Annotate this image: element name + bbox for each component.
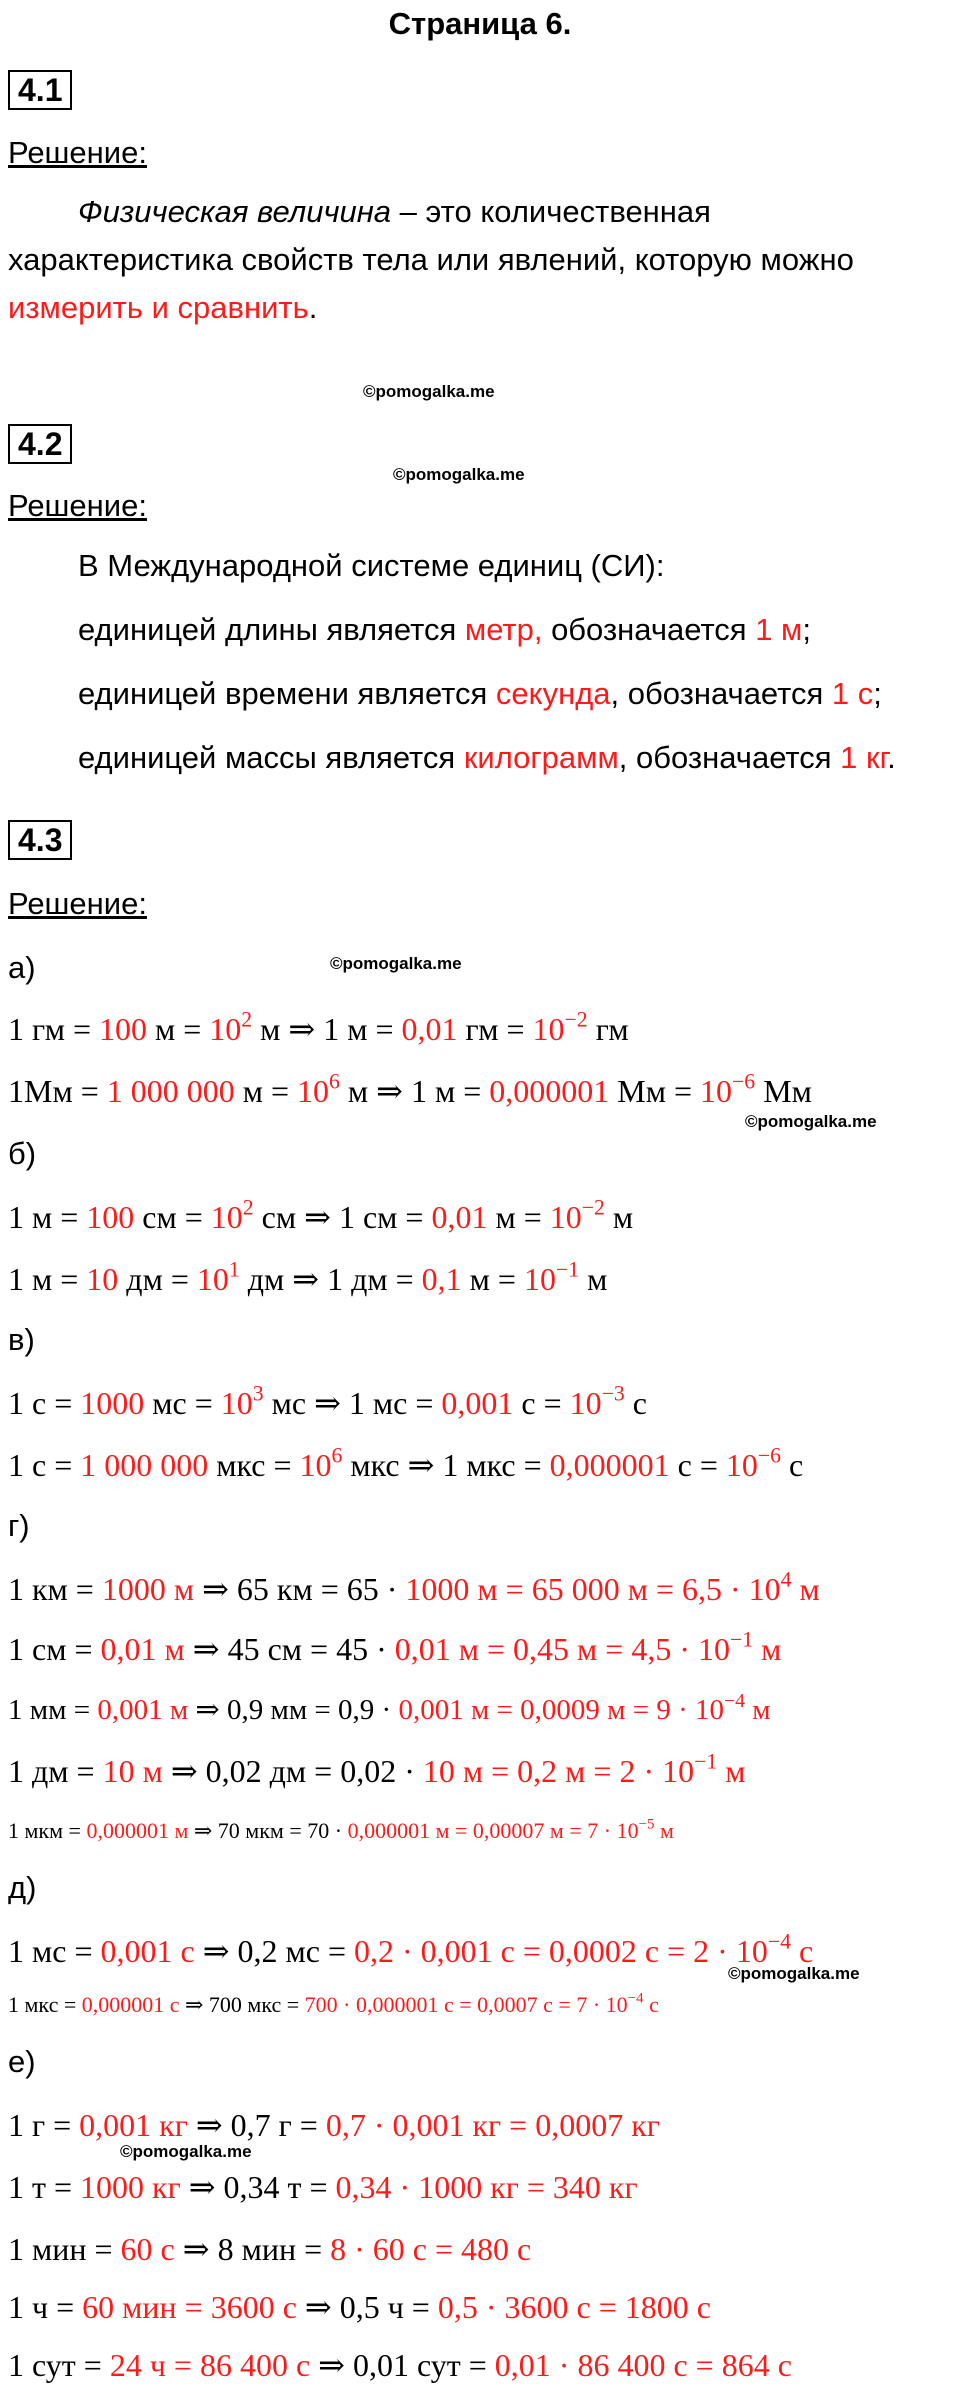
watermark: ©pomogalka.me: [393, 465, 525, 484]
equation-g-4: 1 дм = 10 м ⇒ 0,02 дм = 0,02 · 10 м = 0,2 $м = 2 \cdot 10^{-1}$ м: [8, 1749, 746, 1789]
part-label-d: д): [8, 1870, 37, 1905]
definition-term: Физическая величина: [78, 194, 392, 229]
si-row-length: единицей длины является метр, обозначается 1 м;: [78, 612, 811, 647]
equation-d-2: 1 мкс = 0,000001 с ⇒ 700 мкс = 700 · 0,000001 с = 0,0007 $с = 7 \cdot 10^{-4}$ с: [8, 1990, 659, 2017]
watermark: ©pomogalka.me: [120, 2142, 252, 2161]
si-row-time: единицей времени является секунда, обозначается 1 с;: [78, 676, 882, 711]
equation-v-2: 1 с = 1 000 000 мкс = $10^6$ мкс ⇒ 1 мкс = 0,000001 $с = 10^{-6}$ с: [8, 1443, 804, 1483]
solution-label-4-1: Решение:: [8, 135, 147, 170]
part-label-v: в): [8, 1322, 35, 1357]
equation-g-3: 1 мм = 0,001 м ⇒ 0,9 мм = 0,9 · 0,001 м = 0,0009 $м = 9 \cdot 10^{-4}$ м: [8, 1689, 771, 1726]
equation-e-1: 1 г = 0,001 кг ⇒ 0,7 г = 0,7 · 0,001 кг = 0,0007 кг: [8, 2107, 660, 2143]
part-label-e: е): [8, 2044, 36, 2079]
equation-e-3: 1 мин = 60 с ⇒ 8 мин = 8 · 60 с = 480 с: [8, 2231, 532, 2267]
definition-line-2: характеристика свойств тела или явлений, которую можно: [8, 242, 854, 277]
watermark: ©pomogalka.me: [728, 1964, 860, 1983]
task-number-4-3: 4.3: [8, 820, 72, 860]
equation-e-4: 1 ч = 60 мин = 3600 с ⇒ 0,5 ч = 0,5 · 3600 с = 1800 с: [8, 2289, 711, 2325]
equation-b-2: 1 м = 10 дм = $10^1$ дм ⇒ 1 дм = 0,1 $м = 10^{-1}$ м: [8, 1257, 608, 1297]
si-intro: В Международной системе единиц (СИ):: [78, 548, 665, 583]
part-label-g: г): [8, 1508, 30, 1543]
task-number-4-2: 4.2: [8, 424, 72, 464]
equation-d-1: 1 мс = 0,001 с ⇒ 0,2 мс = 0,2 · 0,001 с = 0,0002 $с = 2 \cdot 10^{-4}$ с: [8, 1929, 814, 1969]
watermark: ©pomogalka.me: [745, 1112, 877, 1131]
equation-g-2: 1 см = 0,01 м ⇒ 45 см = 45 · 0,01 м = 0,45 $м = 4,5 \cdot 10^{-1}$ м: [8, 1627, 782, 1667]
watermark: ©pomogalka.me: [330, 954, 462, 973]
definition-line-3: измерить и сравнить.: [8, 290, 318, 325]
equation-b-1: 1 м = 100 см = $10^2$ см ⇒ 1 см = 0,01 $м = 10^{-2}$ м: [8, 1195, 634, 1235]
equation-g-1: 1 км = 1000 м ⇒ 65 км = 65 · 1000 м = 65 000 $м = 6,5 \cdot 10^4$ м: [8, 1567, 820, 1607]
equation-e-5: 1 сут = 24 ч = 86 400 с ⇒ 0,01 сут = 0,01 · 86 400 с = 864 с: [8, 2347, 792, 2383]
solution-label-4-3: Решение:: [8, 886, 147, 921]
definition-line-1: Физическая величина – это количественная: [78, 194, 711, 229]
equation-a-1: 1 гм = 100 $м = 10^2$ м ⇒ 1 м = 0,01 гм = $10^{-2}$ гм: [8, 1007, 629, 1047]
si-row-mass: единицей массы является килограмм, обозначается 1 кг.: [78, 740, 896, 775]
part-label-a: а): [8, 950, 36, 985]
equation-g-5: 1 мкм = 0,000001 м ⇒ 70 мкм = 70 · 0,000001 м = 0,00007 $м = 7 \cdot 10^{-5}$ м: [8, 1816, 674, 1843]
page-title: Страница 6.: [388, 6, 572, 41]
equation-a-2: 1Мм = 1 000 000 $м = 10^6$ м ⇒ 1 м = 0,000001 Мм = $10^{-6}$ Мм: [8, 1069, 812, 1109]
part-label-b: б): [8, 1136, 37, 1171]
solution-label-4-2: Решение:: [8, 488, 147, 523]
task-number-4-1: 4.1: [8, 70, 72, 110]
watermark: ©pomogalka.me: [363, 382, 495, 401]
equation-e-2: 1 т = 1000 кг ⇒ 0,34 т = 0,34 · 1000 кг = 340 кг: [8, 2169, 638, 2205]
equation-v-1: 1 с = 1000 мс = $10^3$ мс ⇒ 1 мс = 0,001 $с = 10^{-3}$ с: [8, 1381, 647, 1421]
